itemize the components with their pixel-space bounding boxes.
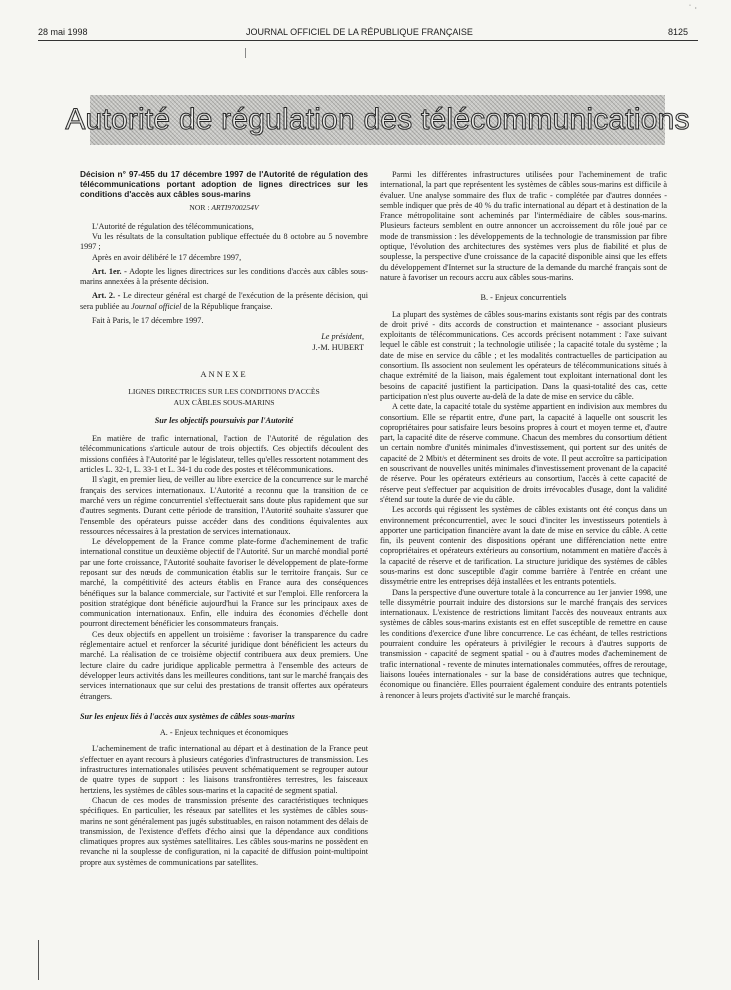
signature-role: Le président, xyxy=(321,332,364,342)
nor-code: ARTI9700254V xyxy=(211,203,259,213)
enjeux-b-paragraph-4: Dans la perspective d'une ouverture totale à la concurrence au 1er janvier 1998, une telle dissymétrie pourrait induire des distorsions sur le marché français des services internationaux. L'existence de restrictions limitant l'accès des nouveaux entrants aux systèmes de câbles sous-marins existants est en effet susceptible de remettre en cause les conditions d'exercice d'une libre concurrence. Le cas échéant, de telles restrictions pourraient conduire les opérateurs à privilégier le recours à d'autres supports de transmission - capacité de segment spatial - ou à d'autres modes d'acheminement de trafic international - revente de minutes internationales commutées, offres de reroutage, liaisons louées internationales - sur la base de considérations autres que technique, économique ou financière. Elles pourraient également conduire des entrants potentiels à renoncer à leurs projets d'activité sur le marché français. xyxy=(380,587,667,700)
preamble-3: Après en avoir délibéré le 17 décembre 1997, xyxy=(92,252,242,262)
objectifs-paragraph-2: Il s'agit, en premier lieu, de veiller au libre exercice de la concurrence sur le marché français des services internationaux. L'Autorité a reconnu que la transition de ce marché vers un régime concurrentiel s'effectuerait sans doute plus rapidement que sur d'autres segments. Durant cette période de transition, l'Autorité souhaite s'assurer que l'ensemble des opérateurs puisse accéder dans des conditions équivalentes aux ressources nécessaires à la prestation de services internationaux. xyxy=(80,475,368,536)
section-objectifs-heading: Sur les objectifs poursuivis par l'Autorité xyxy=(154,415,294,425)
enjeux-a-paragraph-1: L'acheminement de trafic international au départ et à destination de la France peut s'effectuer en ayant recours à plusieurs catégories d'infrastructures de transmission. Les infrastructures internationales utilisées peuvent schématiquement se regrouper autour de quatre types de support : les liaisons transfrontières terrestres, les faisceaux hertziens, les systèmes de câbles sous-marins et la capacité de segment spatial. xyxy=(80,744,368,795)
margin-mark xyxy=(245,48,246,58)
objectifs-paragraph-3: Le développement de la France comme plate-forme d'acheminement de trafic international constitue un deuxième objectif de l'Autorité. Sur un marché mondial porté par une forte croissance, l'Autorité souhaite favoriser le développement de plate-forme reposant sur des nœuds de communication établis sur le territoire français. Sur ce marché, la compétitivité des acteurs établis en France aura des conséquences bénéfiques sur la balance commerciale, sur l'activité et sur l'emploi. Elle renforcera la position stratégique dont bénéficie aujourd'hui la France sur les principaux axes de communication internationaux. Enfin, elle induira des économies d'échelle dont pourront directement bénéficier les consommateurs français. xyxy=(80,537,368,629)
enjeux-b-paragraph-1: La plupart des systèmes de câbles sous-marins existants sont régis par des contrats de droit privé - dits accords de construction et maintenance - associant plusieurs exploitants de télécommunications. Ces accords précisent notamment : l'axe suivant lequel le câble est construit ; la technologie utilisée ; la capacité totale du système ; la date de mise en service du câble ; et les modalités contractuelles de participation au consortium. Ils associent non seulement les opérateurs de télécommunications situés à chaque extrémité de la liaison, mais également tout exploitant international dont les besoins de capacité justifient la participation. Dans la quasi-totalité des cas, cette participation n'est plus ouverte au-delà de la date de mise en service du câble. xyxy=(380,309,667,401)
article-1-label: Art. 1er. - xyxy=(92,266,127,276)
banner-title: Autorité de régulation des télécommunications xyxy=(65,103,690,136)
decision-title: Décision n° 97-455 du 17 décembre 1997 de l'Autorité de régulation des télécommunications portant adoption de lignes directrices sur les conditions d'accès aux câbles sous-marins xyxy=(80,169,368,199)
right-column xyxy=(380,170,667,701)
annexe-subtitle xyxy=(80,387,368,408)
nor-label: NOR : xyxy=(189,203,212,213)
left-column xyxy=(80,170,368,868)
annexe-heading: ANNEXE xyxy=(200,368,248,379)
place-date: Fait à Paris, le 17 décembre 1997. xyxy=(92,316,204,326)
article-2-text-a: Le directeur général est chargé de l'exécution de la présente décision, qui sera publiée au xyxy=(80,291,369,311)
annexe-subtitle-line2: AUX CÂBLES SOUS-MARINS xyxy=(173,397,275,407)
article-2-text-b: de la République française. xyxy=(181,301,273,311)
corner-mark: ˙ · xyxy=(688,4,698,13)
section-banner xyxy=(65,95,690,145)
header-date: 28 mai 1998 xyxy=(38,27,88,37)
preamble-2: Vu les résultats de la consultation publique effectuée du 8 octobre au 5 novembre 1997 ; xyxy=(80,231,368,252)
signature-name: J.-M. HUBERT xyxy=(312,342,364,352)
article-2-label: Art. 2. - xyxy=(92,291,121,301)
objectifs-paragraph-4: Ces deux objectifs en appellent un troisième : favoriser la transparence du cadre réglementaire actuel et renforcer la sécurité juridique dont bénéficient les acteurs du marché. La réalisation de ce troisième objectif contribuera aux deux premiers. Une lecture claire du cadre juridique applicable permettra à l'ensemble des acteurs de développer leurs activités dans les meilleures conditions, tant sur le marché français des services internationaux que sur celui des prestations de transit offertes aux opérateurs étrangers. xyxy=(80,629,368,701)
article-1 xyxy=(80,267,368,288)
nor-reference xyxy=(80,203,368,213)
margin-line xyxy=(38,940,39,980)
article-1-text: Adopte les lignes directrices sur les conditions d'accès aux câbles sous-marins annexées à la présente décision. xyxy=(80,266,369,287)
header-rule xyxy=(38,40,698,41)
subsection-a-heading: A. - Enjeux techniques et économiques xyxy=(159,728,289,738)
article-2-journal: Journal officiel xyxy=(131,301,182,311)
enjeux-a-paragraph-2: Chacun de ces modes de transmission présente des caractéristiques techniques spécifiques. En particulier, les réseaux par satellites et les systèmes de câbles sous-marins ne sont généralement pas jugés substituables, en raison notamment des délais de transmission, de l'existence d'effets d'écho ainsi que la dépendance aux conditions climatiques propres aux systèmes satellitaires. Les câbles sous-marins ne possèdent en revanche ni la souplesse de configuration, ni la capacité de diffusion point-multipoint propre aux systèmes de communications par satellites. xyxy=(80,795,368,867)
objectifs-paragraph-1: En matière de trafic international, l'action de l'Autorité de régulation des télécommunications s'articule autour de trois objectifs. Ces objectifs découlent des missions confiées à l'Autorité par le législateur, telles qu'elles ressortent notamment des articles L. 32-1, L. 33-1 et L. 34-1 du code des postes et télécommunications. xyxy=(80,434,368,475)
article-2 xyxy=(80,291,368,312)
preamble-1: L'Autorité de régulation des télécommunications, xyxy=(92,221,254,231)
header-page-number: 8125 xyxy=(668,27,689,37)
header-journal-title: JOURNAL OFFICIEL DE LA RÉPUBLIQUE FRANÇAISE xyxy=(246,27,473,37)
annexe-subtitle-line1: LIGNES DIRECTRICES SUR LES CONDITIONS D'ACCÈS xyxy=(128,387,320,397)
enjeux-b-paragraph-3: Les accords qui régissent les systèmes de câbles existants ont été conçus dans un environnement préconcurrentiel, avec le souci d'inciter les investisseurs potentiels à apporter une participation financière avant la date de mise en service du câble. A cette fin, ils peuvent contenir des dispositions opérant une différenciation nette entre copropriétaires et opérateurs extérieurs au consortium, notamment en matière d'accès à la capacité de réserve et de tarification. La structure juridique des systèmes de câbles sous-marins est donc susceptible d'agir comme barrière à l'entrée en créant une dissymétrie entre les entreprises déjà installées et les entrants potentiels. xyxy=(380,505,667,587)
enjeux-b-paragraph-2: A cette date, la capacité totale du système appartient en indivision aux membres du consortium. Elle se répartit entre, d'une part, la capacité à laquelle ont souscrit les copropriétaires pour satisfaire leurs besoins propres à court et moyen terme et, d'autre part, la capacité dite de réserve commune. Chacun des membres du consortium détient un certain nombre d'unités minimales d'investissement, qui portent sur des unités de capacité de 2 Mbit/s et déterminent ses droits de vote. Il peut accroître sa participation en souscrivant de nouvelles unités minimales d'investissement provenant de la capacité de réserve. Pour les opérateurs extérieurs au consortium, l'accès à cette capacité de réserve peut s'effectuer par acquisition de droits irrévocables d'usage, dont la validité s'étend sur toute la durée de vie du câble. xyxy=(380,402,667,504)
section-enjeux-heading: Sur les enjeux liés à l'accès aux systèmes de câbles sous-marins xyxy=(80,711,295,721)
subsection-b-heading: B. - Enjeux concurrentiels xyxy=(480,293,567,303)
enjeux-a-paragraph-3: Parmi les différentes infrastructures utilisées pour l'acheminement de trafic international, la part que représentent les systèmes de câbles sous-marins est difficile à évaluer. Une analyse sommaire des flux de trafic - complétée par d'autres données - semble indiquer que près de 40 % du trafic international au départ et à destination de la France métropolitaine sont acheminés par l'intermédiaire de câbles sous-marins. Plusieurs facteurs semblent en outre annoncer un accroissement du rôle joué par ce mode de transmission : les développements de la technologie de transmission par fibre optique, l'évolution des architectures des systèmes vers plus de fiabilité et plus de souplesse, la perspective d'une croissance de la capacité disponible ainsi que les effets du développement d'Internet sur la structure de la demande du marché français sont de nature à favoriser un recours accru aux câbles sous-marins. xyxy=(380,170,667,282)
